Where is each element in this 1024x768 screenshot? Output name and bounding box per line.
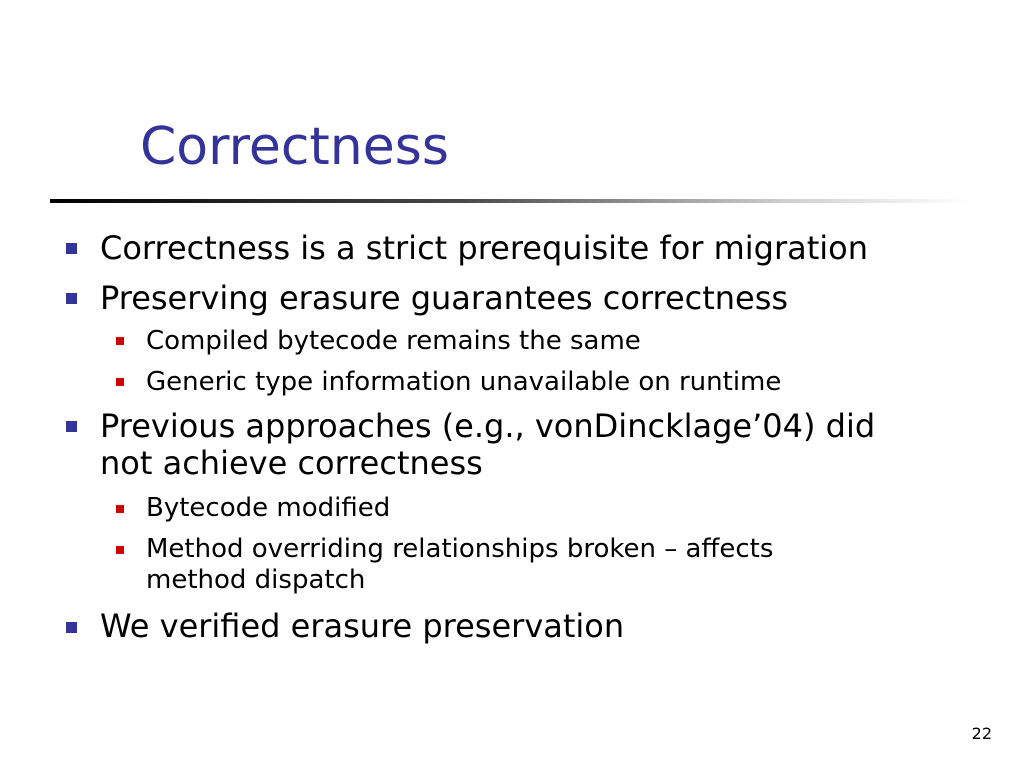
bullet-square-icon bbox=[66, 293, 77, 304]
sub-bullet-text: Compiled bytecode remains the same bbox=[146, 326, 641, 356]
sub-bullet-text-line: Method overriding relationships broken – affects bbox=[146, 534, 774, 564]
bullet-text-line: Previous approaches (e.g., vonDincklage’04) did bbox=[100, 407, 876, 445]
sub-bullet-square-icon bbox=[116, 546, 124, 554]
bullet-square-icon bbox=[66, 421, 77, 432]
sub-bullet-text: Bytecode modified bbox=[146, 493, 391, 523]
bullet-square-icon bbox=[66, 622, 77, 633]
page-number: 22 bbox=[971, 724, 992, 743]
bullet-text: Correctness is a strict prerequisite for migration bbox=[100, 229, 869, 267]
sub-bullet-text: Generic type information unavailable on runtime bbox=[146, 367, 782, 397]
sub-bullet-square-icon bbox=[116, 505, 124, 513]
sub-bullet-text-line: method dispatch bbox=[146, 565, 366, 595]
slide-title: Correctness bbox=[140, 117, 449, 177]
bullet-text: We verified erasure preservation bbox=[100, 607, 625, 645]
sub-bullet-square-icon bbox=[116, 337, 124, 345]
title-divider bbox=[50, 199, 970, 203]
sub-bullet-square-icon bbox=[116, 378, 124, 386]
bullet-text-line: not achieve correctness bbox=[100, 444, 483, 482]
bullet-text: Preserving erasure guarantees correctness bbox=[100, 279, 789, 317]
bullet-square-icon bbox=[66, 243, 77, 254]
